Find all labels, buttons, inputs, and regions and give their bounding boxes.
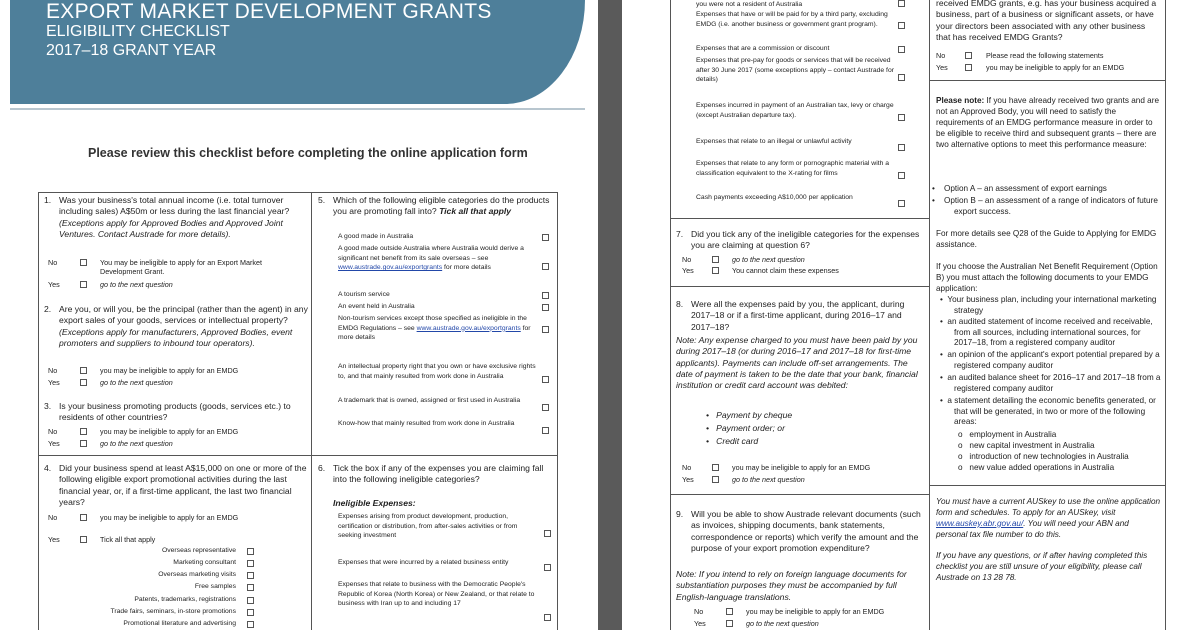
ineligible-third-party: Expenses that have or will be paid for by a third party, excluding EMDG (i.e. another business or government grant program). [696,11,888,28]
q4-yes-checkbox[interactable] [80,536,87,543]
nbr-business-plan: • Your business plan, including your international marketing strategy [940,295,1157,315]
activity-trade-fairs: Trade fairs, seminars, in-store promotions [110,608,236,615]
option-a: • Option A – an assessment of export earnings [932,184,1107,193]
column-divider-2 [929,0,930,630]
q8-yes-checkbox[interactable] [712,476,719,483]
category-event-in-australia: An event held in Australia [338,303,415,310]
review-note: Please review this checklist before completing the online application form [88,146,528,160]
checklist-page-1: EXPORT MARKET DEVELOPMENT GRANTS ELIGIBILITY CHECKLIST 2017–18 GRANT YEAR Please review this checklist before completing the online application form 1. Was your business's total annual income (i.e. total turnover including sales) A$50m or less during the last financial year? (Exceptions apply for Approved Bodies and Approved Joint Ventures. Contact Austrade for more details). No You may be ineligible to apply for an Export Market Development Grant. Yes go to the next question 2. Are you, or will you, be the principal (rather than the agent) in any export sales of your goods, services or intellectual property? (Exceptions apply for manufacturers, Approved Bodies, event promoters and suppliers to inbound tour operators). No you may be ineligible to apply for an EMDG Yes go to the next question 3. Is your business promoting products (goods, services etc.) to residents of other countries? No you may be ineligible to apply for an EMDG Yes go to the next question 4. Did your business spend at least A$15,000 on one or more of the following eligible export promotional activities during the last financial year, or, if a first-time applicant, the last two financial years? No you may be ineligible to apply for an EMDG Yes Tick all that apply Overseas representative Marketing consultant Overseas marketing visits Free samples Patents, trademarks, registrations Trade fairs, seminars, in-store promotions Promotional literature and advertising 5. Which of the following eligible categories do the products you are promoting fall into? Tick all that apply A good made in Australia A good made outside Australia where Australia would derive a significant net benefit from its sale overseas – see www.austrade.gov.au/exportgrants for more details A tourism service An event held in Australia Non-tourism services except those specified as ineligible in the EMDG Regulations – see www.austrade.gov.au/exportgrants for more details An intellectual property right that you own or have exclusive rights to, and that mainly resulted from work done in Australia A trademark that is owned, assigned or first used in Australia Know-how that mainly resulted from work done in Australia 6. Tick the box if any of the expenses you are claiming fall into the following ineligible categories? Ineligible Expenses: Expenses arising from product development, production, certification or distribution, from after-sales activities or from seeking investment Expenses that were incurred by a related business entity Expenses that relate to business with the Democratic People's Republic of Korea (North Korea) or New Zealand, or that relate to business with Iran up to and including 17 [0,0,598,630]
column-divider [311,192,312,630]
q3-no-checkbox[interactable] [80,428,87,435]
question-6: 6. Tick the box if any of the expenses you are claiming fall into the following ineligible categories? [318,463,544,485]
q8-no-checkbox[interactable] [712,464,719,471]
ineligible-tax-checkbox[interactable] [898,114,905,121]
ineligible-non-resident: you were not a resident of Australia [696,1,803,8]
ineligible-product-development: Expenses arising from product development, production, certification or distribution, from after-sales activities or from seeking investment [338,513,518,540]
ineligible-dprk-nz-iran: Expenses that relate to business with the Democratic People's Republic of Korea (North Korea) or New Zealand, or that relate to business with Iran up to and including 17 [338,581,535,608]
ineligible-commission-checkbox[interactable] [898,46,905,53]
category-know-how: Know-how that mainly resulted from work done in Australia [338,420,515,427]
ineligible-prepay: Expenses that pre-pay for goods or services that will be received after 30 June 2017 (some exceptions apply – contact Austrade for details) [696,57,894,84]
checklist-page-2: you were not a resident of Australia Expenses that have or will be paid for by a third party, excluding EMDG (i.e. another business or government grant program). Expenses that are a commission or discount Expenses that pre-pay for goods or services that will be received after 30 June 2017 (some exceptions apply – contact Austrade for details) Expenses incurred in payment of an Australian tax, levy or charge (except Australian departure tax). Expenses that relate to an illegal or unlawful activity Expenses that relate to any form or pornographic material with a classification equivalent to the X-rating for films Cash payments exceeding A$10,000 per application 7. Did you tick any of the ineligible categories for the expenses you are claiming at question 6? No go to the next question Yes You cannot claim these expenses 8. Were all the expenses paid by you, the applicant, during 2017–18 or if a first-time applicant, during 2016–17 and 2017–18? Note: Any expense charged to you must have been paid by you during 2017–18 (or during 2016–17 and 2017–18 for first-time applicants). Payments can include off-set arrangements. The date of payment is taken to be the date that your bank, financial institution or credit card account was debited: • Payment by cheque • Payment order; or • Credit card No you may be ineligible to apply for an EMDG Yes go to the next question 9. Will you be able to show Austrade relevant documents (such as invoices, shipping documents, bank statements, correspondence or reports) which verify the amount and the purpose of your export promotion expenditure? Note: If you intend to rely on foreign language documents for substantiation purposes they must be accompanied by full English-language translations. No you may be ineligible to apply for an EMDG Yes go to the next question received EMDG grants, e.g. has your business acquired a business, part of a business or significant assets, or have your directors been associated with any other business that has received EMDG Grants? No Please read the following statements Yes you may be ineligible to apply for an EMDG Please note: If you have already received two grants and are not an Approved Body, you will need to satisfy the requirements of an EMDG performance measure in order to be eligible to receive third and subsequent grants – there are two alternative options to meet this performance measure: • Option A – an assessment of export earnings • Option B – an assessment of a range of indicators of future export success. For more details see Q28 of the Guide to Applying for EMDG assistance. If you choose the Australian Net Benefit Requirement (Option B) you must attach the following documents to your EMDG application: • Your business plan, including your international marketing strategy • an audited statement of income received and receivable, from all sources, including international sources, for 2017–18, from a registered company auditor • an opinion of the applicant's export potential prepared by a registered company auditor • an audited balance sheet for 2016–17 and 2017–18 from a registered company auditor • a statement detailing the economic benefits generated, or that will be generated, in two or more of the following areas: o employment in Australia o new capital investment in Australia o introduction of new technologies in Australia o new value added operations in Australia You must have a current AUSkey to use the online application form and schedules. To apply for an AUSkey, visit www.auskey.abr.gov.au/. You will need your ABN and personal tax file number to do this. If you have any questions, or if after having completed this checklist you are still unsure of your eligibility, please call Austrade on 13 28 78. [622,0,1200,630]
row-divider-2d [929,80,1166,81]
grant-year: 2017–18 GRANT YEAR [46,42,217,59]
header-rule [10,108,585,110]
payment-method-order: • Payment order; or [706,423,785,433]
question-4: 4. Did your business spend at least A$15,000 on one or more of the following eligible export promotional activities during the last financial year, or, if a first-time applicant, the last two financial years? [44,463,307,507]
q1-no-row: No You may be ineligible to apply for an Export Market Development Grant. [48,258,262,276]
activity-promotional-literature: Promotional literature and advertising [123,620,236,627]
area-employment: o employment in Australia [958,430,1057,439]
area-new-technologies: o introduction of new technologies in Australia [958,452,1129,461]
nbr-intro: If you choose the Australian Net Benefit Requirement (Option B) you must attach the following documents to your EMDG application: [936,262,1158,293]
header-banner [10,0,585,104]
q10-yes-checkbox[interactable] [965,64,972,71]
q2-yes-checkbox[interactable] [80,379,87,386]
activity-marketing-consultant: Marketing consultant [173,559,236,566]
ineligible-prepay-checkbox[interactable] [898,74,905,81]
category-event-in-australia-checkbox[interactable] [542,304,549,311]
category-non-tourism-services: Non-tourism services except those specified as ineligible in the EMDG Regulations – see www.austrade.gov.au/exportgrants for more details [338,315,531,342]
category-tourism-service: A tourism service [338,291,390,298]
document-subtitle: ELIGIBILITY CHECKLIST [46,23,230,40]
nbr-audited-income: • an audited statement of income received and receivable, from all sources, including international sources, for 2017–18, from a registered company auditor [940,317,1153,347]
payment-method-cheque: • Payment by cheque [706,410,793,420]
q10-no-checkbox[interactable] [965,52,972,59]
more-details: For more details see Q28 of the Guide to Applying for EMDG assistance. [936,229,1157,249]
row-divider-2c [670,494,929,495]
ineligible-dprk-nz-iran-checkbox[interactable] [544,614,551,621]
activity-patents-checkbox[interactable] [247,597,254,604]
activity-overseas-rep: Overseas representative [161,547,236,554]
activity-promotional-literature-checkbox[interactable] [247,621,254,628]
question-5: 5. Which of the following eligible categories do the products you are promoting fall into? Tick all that apply [318,195,550,217]
question-2: 2. Are you, or will you, be the principal (rather than the agent) in any export sales of your goods, services or intellectual property? (Exceptions apply for manufacturers, Approved Bodies, event promoters and suppliers to inbound tour operators). [44,304,308,348]
q7-no-checkbox[interactable] [712,256,719,263]
option-b: • Option B – an assessment of a range of indicators of future export success. [932,196,1158,216]
row-divider-2e [929,485,1166,486]
activity-marketing-visits-checkbox[interactable] [247,572,254,579]
q9-yes-checkbox[interactable] [726,620,733,627]
ineligible-product-development-checkbox[interactable] [544,530,551,537]
activity-marketing-visits: Overseas marketing visits [158,571,236,578]
nbr-balance-sheet: • an audited balance sheet for 2016–17 and 2017–18 from a registered company auditor [940,373,1161,393]
ineligible-heading: Ineligible Expenses: [333,498,416,508]
nbr-economic-benefits: • a statement detailing the economic benefits generated, or that will be generated, in two or more of the following areas: [940,396,1156,426]
activity-overseas-rep-checkbox[interactable] [247,548,254,555]
category-good-made-outside: A good made outside Australia where Australia would derive a significant net benefit from its sale overseas – see www.austrade.gov.au/exportgrants for more details [338,245,524,272]
q7-yes-checkbox[interactable] [712,267,719,274]
q9-note: Note: If you intend to rely on foreign language documents for substantiation purposes they must be accompanied by full English-language translations. [676,569,907,602]
category-good-made-in-australia: A good made in Australia [338,233,414,240]
row-divider-2b [670,286,929,287]
ineligible-pornographic-checkbox[interactable] [898,172,905,179]
category-know-how-checkbox[interactable] [542,427,549,434]
category-non-tourism-services-checkbox[interactable] [542,326,549,333]
area-capital-investment: o new capital investment in Australia [958,441,1095,450]
ineligible-commission: Expenses that are a commission or discount [696,45,830,52]
document-title: EXPORT MARKET DEVELOPMENT GRANTS [46,0,492,23]
ineligible-related-entity: Expenses that were incurred by a related business entity [338,559,509,566]
ineligible-third-party-checkbox[interactable] [898,22,905,29]
ineligible-cash-payments: Cash payments exceeding A$10,000 per application [696,194,853,201]
activity-free-samples: Free samples [194,583,236,590]
ineligible-related-entity-checkbox[interactable] [544,564,551,571]
category-intellectual-property: An intellectual property right that you own or have exclusive rights to, and that mainly resulted from work done in Australia [338,363,536,380]
question-10-cont: received EMDG grants, e.g. has your business acquired a business, part of a business or significant assets, or have your directors been associated with any other business that has received EMDG Grants? [936,0,1157,42]
nbr-export-potential: • an opinion of the applicant's export potential prepared by a registered company auditor [940,350,1160,370]
ineligible-pornographic: Expenses that relate to any form or pornographic material with a classification equivalent to the X-rating for films [696,160,890,177]
row-divider-2a [670,218,929,219]
q9-no-checkbox[interactable] [726,608,733,615]
activity-trade-fairs-checkbox[interactable] [247,609,254,616]
category-trademark-checkbox[interactable] [542,404,549,411]
area-value-added: o new value added operations in Australia [958,463,1115,472]
category-good-made-outside-checkbox[interactable] [542,263,549,270]
auskey-note: You must have a current AUSkey to use the online application form and schedules. To apply for an AUSkey, visit www.auskey.abr.gov.au/. You will need your ABN and personal tax file number to do this. [936,497,1161,539]
question-1: 1. Was your business's total annual income (i.e. total turnover including sales) A$50m or less during the last financial year? (Exceptions apply for Approved Bodies and Approved Joint Ventures. Contact Austrade for more details). [44,195,290,239]
contact-note: If you have any questions, or if after having completed this checklist you are still unsure of your eligibility, please call Austrade on 13 28 78. [936,551,1148,582]
row-divider [38,455,558,456]
question-7: 7. Did you tick any of the ineligible categories for the expenses you are claiming at question 6? [676,229,920,251]
question-9: 9. Will you be able to show Austrade relevant documents (such as invoices, shipping documents, bank statements, correspondence or reports) which verify the amount and the purpose of your export promotion expenditure? [676,509,921,553]
q1-no-checkbox[interactable] [80,259,87,266]
ineligible-illegal-checkbox[interactable] [898,144,905,151]
activity-marketing-consultant-checkbox[interactable] [247,560,254,567]
q1-yes-checkbox[interactable] [80,281,87,288]
exportgrants-link[interactable]: www.austrade.gov.au/exportgrants [338,264,443,272]
please-note-paragraph: Please note: If you have already received two grants and are not an Approved Body, you will need to satisfy the requirements of an EMDG performance measure in order to be eligible to receive third and subsequent grants – there are two alternative options to meet this performance measure: [936,96,1160,149]
ineligible-cash-payments-checkbox[interactable] [898,200,905,207]
auskey-link[interactable]: www.auskey.abr.gov.au/ [936,518,1024,528]
category-good-made-in-australia-checkbox[interactable] [542,234,549,241]
category-trademark: A trademark that is owned, assigned or first used in Australia [338,397,521,404]
activity-patents: Patents, trademarks, registrations [134,596,236,603]
category-tourism-service-checkbox[interactable] [542,292,549,299]
activity-free-samples-checkbox[interactable] [247,584,254,591]
ineligible-tax: Expenses incurred in payment of an Australian tax, levy or charge (except Australian departure tax). [696,102,894,119]
question-3: 3. Is your business promoting products (goods, services etc.) to residents of other countries? [44,401,291,423]
q8-note: Note: Any expense charged to you must have been paid by you during 2017–18 (or during 2016–17 and 2017–18 for first-time applicants). Payments can include off-set arrangements. The date of payment is taken to be the date that your bank, financial institution or credit card account was debited: [676,335,918,391]
category-intellectual-property-checkbox[interactable] [542,376,549,383]
q4-no-checkbox[interactable] [80,514,87,521]
q4-no-row: No you may be ineligible to apply for an EMDG [48,513,239,522]
ineligible-illegal: Expenses that relate to an illegal or unlawful activity [696,138,852,145]
exportgrants-link-2[interactable]: www.austrade.gov.au/exportgrants [416,324,521,332]
question-8: 8. Were all the expenses paid by you, the applicant, during 2017–18 or if a first-time applicant, during 2016–17 and 2017–18? [676,299,905,332]
q2-no-checkbox[interactable] [80,367,87,374]
payment-method-credit-card: • Credit card [706,436,759,446]
ineligible-non-resident-checkbox[interactable] [898,0,905,7]
q3-yes-checkbox[interactable] [80,440,87,447]
